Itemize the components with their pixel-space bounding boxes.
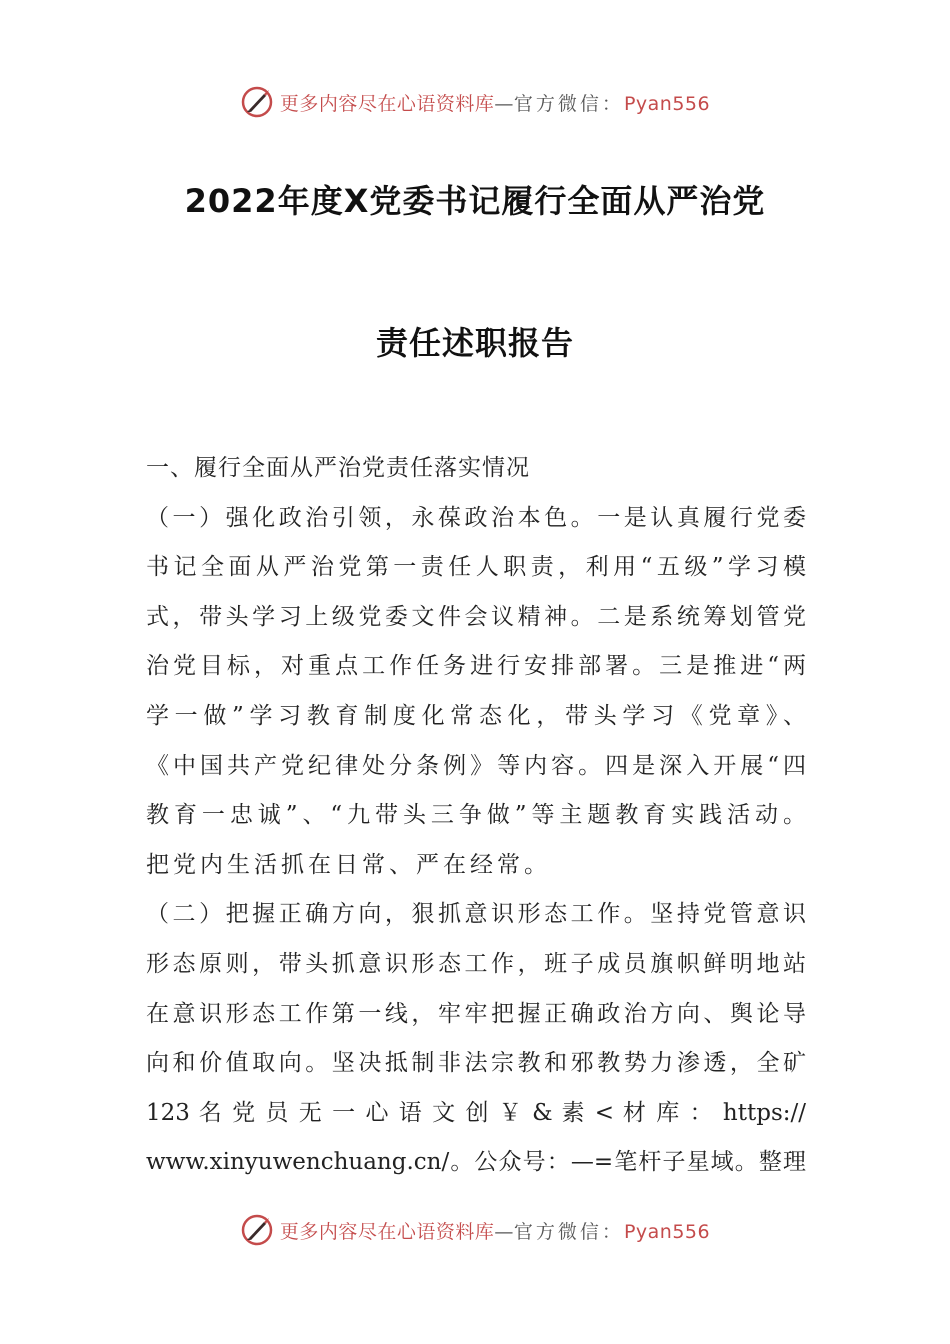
watermark-wechat-label: 官方微信： bbox=[513, 1220, 624, 1243]
watermark-text bbox=[280, 89, 710, 116]
watermark-dash: — bbox=[494, 92, 514, 115]
body-line: （二）把握正确方向，狠抓意识形态工作。坚持党管意识 bbox=[146, 901, 806, 928]
watermark-wechat-id: Pyan556 bbox=[623, 1220, 711, 1243]
watermark-main-text: 更多内容尽在心语资料库 bbox=[279, 92, 495, 115]
quill-pen-logo-icon bbox=[240, 85, 274, 119]
body-line: 教育一忠诚”、“九带头三争做”等主题教育实践活动。 bbox=[146, 802, 806, 829]
watermark-wechat-label: 官方微信： bbox=[513, 92, 624, 115]
body-line: 治党目标，对重点工作任务进行安排部署。三是推进“两 bbox=[146, 653, 806, 680]
header-watermark bbox=[0, 82, 950, 122]
body-line: 把党内生活抓在日常、严在经常。 bbox=[146, 851, 551, 878]
watermark-text bbox=[280, 1217, 710, 1244]
body-line: （一）强化政治引领，永葆政治本色。一是认真履行党委 bbox=[146, 504, 806, 531]
body-line: 书记全面从严治党第一责任人职责，利用“五级”学习模 bbox=[146, 554, 806, 581]
body-line: 形态原则，带头抓意识形态工作，班子成员旗帜鲜明地站 bbox=[146, 950, 806, 977]
body-line: 式，带头学习上级党委文件会议精神。二是系统筹划管党 bbox=[146, 603, 806, 630]
watermark-wechat-id: Pyan556 bbox=[623, 92, 711, 115]
body-line: 在意识形态工作第一线，牢牢把握正确政治方向、舆论导 bbox=[146, 1000, 806, 1027]
document-title-line-1: 2022年度X党委书记履行全面从严治党 bbox=[184, 182, 766, 220]
section-heading: 一、履行全面从严治党责任落实情况 bbox=[146, 455, 530, 481]
body-line: www.xinyuwenchuang.cn/。公众号：—=笔杆子星域。整理 bbox=[146, 1149, 806, 1176]
body-line: 123 名 党 员 无 一 心 语 文 创 ￥ & 素 < 材 库 ： https:// bbox=[146, 1099, 806, 1126]
quill-pen-logo-icon bbox=[240, 1213, 274, 1247]
document-body bbox=[146, 444, 806, 1188]
document-title-line-2: 责任述职报告 bbox=[375, 324, 574, 362]
footer-watermark bbox=[0, 1210, 950, 1250]
body-line: 《中国共产党纪律处分条例》等内容。四是深入开展“四 bbox=[146, 752, 806, 779]
watermark-main-text: 更多内容尽在心语资料库 bbox=[279, 1220, 495, 1243]
body-line: 向和价值取向。坚决抵制非法宗教和邪教势力渗透，全矿 bbox=[146, 1050, 806, 1077]
body-line: 学一做”学习教育制度化常态化，带头学习《党章》、 bbox=[146, 702, 806, 729]
watermark-dash: — bbox=[494, 1220, 514, 1243]
